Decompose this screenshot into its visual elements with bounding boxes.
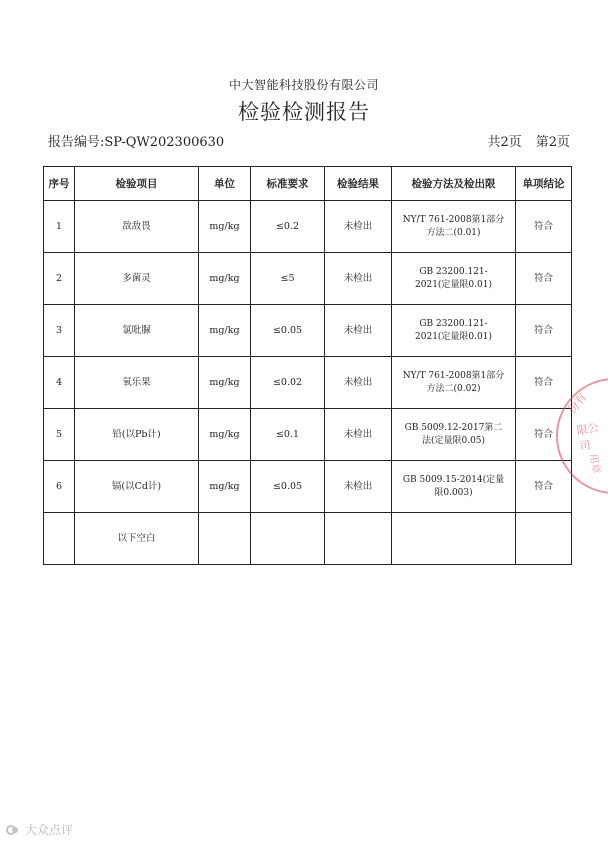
cell-unit: mg/kg bbox=[199, 201, 251, 253]
cell-method: GB 5009.12-2017第二法(定量限0.05) bbox=[392, 409, 516, 461]
current-page: 第2页 bbox=[535, 135, 570, 150]
total-pages: 共2页 bbox=[487, 135, 522, 150]
col-header-conclusion: 单项结论 bbox=[516, 167, 572, 201]
cell-method: GB 5009.15-2014(定量限0.003) bbox=[392, 461, 516, 513]
cell-conclusion bbox=[516, 513, 572, 565]
cell-item: 氧乐果 bbox=[75, 357, 199, 409]
table-row bbox=[44, 357, 572, 409]
cell-item: 镉(以Cd计) bbox=[75, 461, 199, 513]
seal-text: 份有 bbox=[565, 390, 590, 416]
table-row bbox=[44, 201, 572, 253]
cell-requirement bbox=[251, 513, 325, 565]
cell-unit: mg/kg bbox=[199, 253, 251, 305]
col-header-unit: 单位 bbox=[199, 167, 251, 201]
table-row bbox=[44, 461, 572, 513]
cell-conclusion: 符合 bbox=[516, 409, 572, 461]
cell-requirement: ≤5 bbox=[251, 253, 325, 305]
cell-no: 2 bbox=[44, 253, 75, 305]
col-header-no: 序号 bbox=[44, 167, 75, 201]
table-row bbox=[44, 305, 572, 357]
cell-result: 未检出 bbox=[325, 201, 392, 253]
cell-item: 多菌灵 bbox=[75, 253, 199, 305]
cell-conclusion: 符合 bbox=[516, 201, 572, 253]
cell-requirement: ≤0.05 bbox=[251, 461, 325, 513]
results-table bbox=[43, 166, 572, 565]
table-row-blank bbox=[44, 513, 572, 565]
cell-method bbox=[392, 513, 516, 565]
cell-method: GB 23200.121-2021(定量限0.01) bbox=[392, 305, 516, 357]
watermark-text: 大众点评 bbox=[25, 823, 74, 837]
page-indicator bbox=[487, 131, 570, 150]
cell-no: 1 bbox=[44, 201, 75, 253]
cell-unit: mg/kg bbox=[199, 409, 251, 461]
col-header-method: 检验方法及检出限 bbox=[392, 167, 516, 201]
cell-unit: mg/kg bbox=[199, 357, 251, 409]
company-name: 中大智能科技股份有限公司 bbox=[228, 78, 379, 92]
cell-result: 未检出 bbox=[325, 305, 392, 357]
cell-result: 未检出 bbox=[325, 357, 392, 409]
cell-requirement: ≤0.1 bbox=[251, 409, 325, 461]
cell-unit bbox=[199, 513, 251, 565]
table-row bbox=[44, 409, 572, 461]
cell-result: 未检出 bbox=[325, 253, 392, 305]
cell-unit: mg/kg bbox=[199, 305, 251, 357]
watermark-logo-icon bbox=[6, 824, 22, 836]
cell-conclusion: 符合 bbox=[516, 305, 572, 357]
table-header-row bbox=[44, 167, 572, 201]
table-row bbox=[44, 253, 572, 305]
cell-result bbox=[325, 513, 392, 565]
cell-no bbox=[44, 513, 75, 565]
seal-text: 限公司 bbox=[575, 420, 600, 454]
col-header-requirement: 标准要求 bbox=[251, 167, 325, 201]
cell-no: 6 bbox=[44, 461, 75, 513]
col-header-result: 检验结果 bbox=[325, 167, 392, 201]
cell-requirement: ≤0.02 bbox=[251, 357, 325, 409]
cell-no: 3 bbox=[44, 305, 75, 357]
cell-conclusion: 符合 bbox=[516, 357, 572, 409]
cell-conclusion: 符合 bbox=[516, 461, 572, 513]
cell-method: NY/T 761-2008第1部分方法二(0.01) bbox=[392, 201, 516, 253]
cell-unit: mg/kg bbox=[199, 461, 251, 513]
watermark bbox=[6, 821, 73, 838]
cell-method: GB 23200.121-2021(定量限0.01) bbox=[392, 253, 516, 305]
report-number: 报告编号:SP-QW202300630 bbox=[48, 135, 225, 150]
cell-conclusion: 符合 bbox=[516, 253, 572, 305]
cell-no: 5 bbox=[44, 409, 75, 461]
cell-item: 氯吡脲 bbox=[75, 305, 199, 357]
cell-blank-note: 以下空白 bbox=[75, 513, 199, 565]
col-header-item: 检验项目 bbox=[75, 167, 199, 201]
cell-no: 4 bbox=[44, 357, 75, 409]
cell-item: 敌敌畏 bbox=[75, 201, 199, 253]
cell-requirement: ≤0.05 bbox=[251, 305, 325, 357]
report-title: 检验检测报告 bbox=[238, 100, 370, 124]
cell-requirement: ≤0.2 bbox=[251, 201, 325, 253]
cell-item: 铅(以Pb计) bbox=[75, 409, 199, 461]
seal-text: 用章 bbox=[586, 453, 602, 475]
cell-result: 未检出 bbox=[325, 409, 392, 461]
cell-method: NY/T 761-2008第1部分方法二(0.02) bbox=[392, 357, 516, 409]
cell-result: 未检出 bbox=[325, 461, 392, 513]
